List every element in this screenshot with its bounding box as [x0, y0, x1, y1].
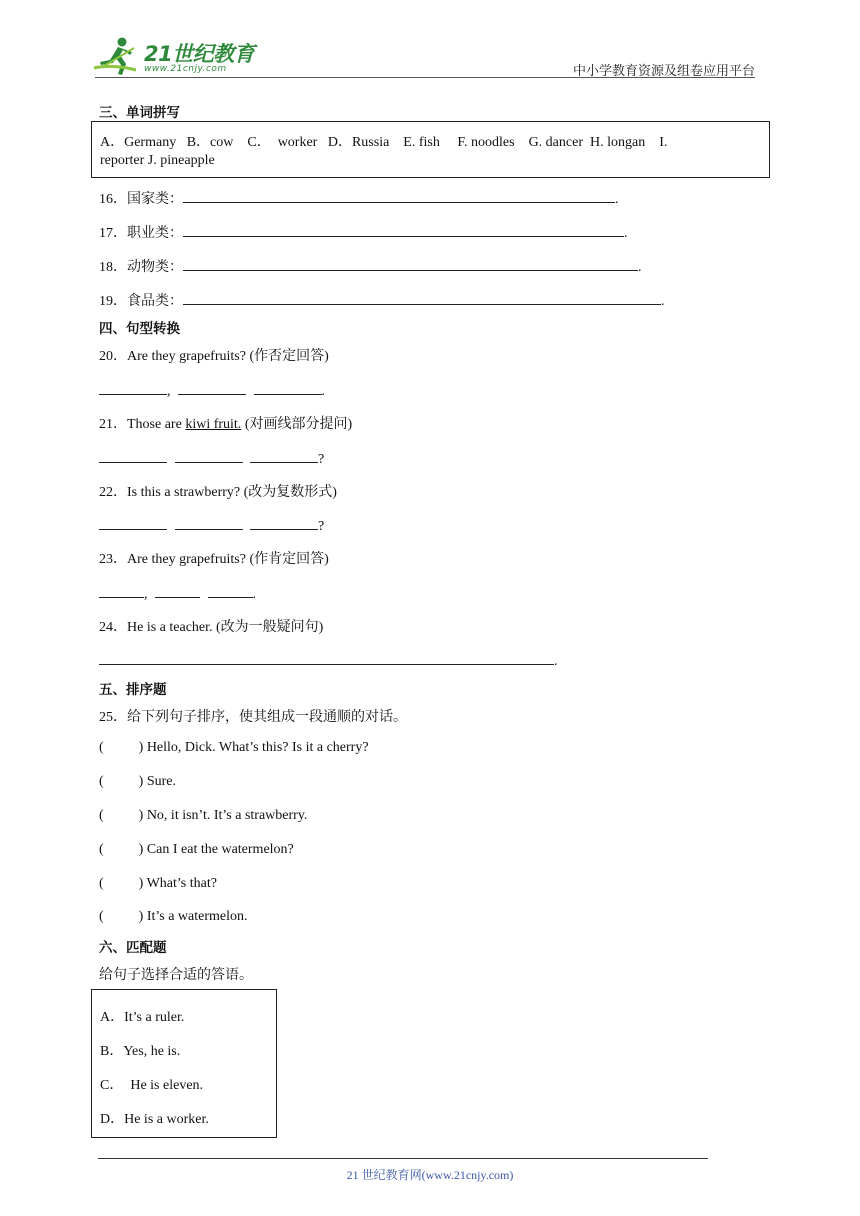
end-mark: .	[661, 294, 665, 309]
answer-blank[interactable]	[99, 650, 554, 665]
section-title-4: 四、句型转换	[99, 321, 180, 337]
question-19	[99, 290, 665, 310]
question-19-label: 19．食品类：	[99, 294, 183, 309]
answer-blank[interactable]	[99, 448, 167, 463]
answer-blank[interactable]	[208, 583, 253, 598]
question-16-label: 16．国家类：	[99, 192, 183, 207]
question-23: 23．Are they grapefruits? (作肯定回答)	[99, 552, 329, 567]
answer-blank[interactable]	[99, 515, 167, 530]
period: .	[321, 384, 325, 399]
header-divider	[95, 77, 755, 78]
comma: ,	[144, 587, 148, 602]
question-17	[99, 222, 628, 242]
question-16	[99, 188, 619, 208]
answer-line-24	[99, 650, 558, 670]
end-mark: .	[615, 192, 619, 207]
answer-blank[interactable]	[254, 380, 322, 395]
site-logo	[92, 36, 262, 78]
question-21-prefix: 21．Those are	[99, 417, 186, 432]
answer-line-21	[99, 448, 324, 468]
logo-title: 21世纪教育	[144, 42, 255, 66]
period: .	[252, 587, 256, 602]
footer-divider	[98, 1158, 708, 1159]
question-20: 20．Are they grapefruits? (作否定回答)	[99, 349, 329, 364]
section-title-3: 三、单词拼写	[99, 105, 180, 121]
comma: ,	[167, 384, 171, 399]
answer-line-23	[99, 583, 256, 603]
answer-blank-17[interactable]	[183, 222, 624, 237]
order-item: ( ) Sure.	[99, 774, 176, 789]
answer-blank[interactable]	[250, 515, 318, 530]
header-tagline: 中小学教育资源及组卷应用平台	[572, 64, 755, 79]
word-options-box	[91, 121, 770, 178]
answer-blank[interactable]	[178, 380, 246, 395]
question-18-label: 18．动物类：	[99, 260, 183, 275]
question-mark: ?	[318, 452, 325, 467]
logo-url: www.21cnjy.com	[144, 64, 227, 74]
question-24: 24．He is a teacher. (改为一般疑问句)	[99, 620, 324, 635]
matching-option: B．Yes, he is.	[100, 1044, 181, 1059]
word-options-line-1: A．Germany B．cow C． worker D．Russia E. fish F. noodles G. dancer H. longan I.	[100, 135, 668, 150]
answer-blank-19[interactable]	[183, 290, 661, 305]
answer-blank[interactable]	[250, 448, 318, 463]
question-21-underlined: kiwi fruit.	[185, 417, 242, 432]
order-item: ( ) Can I eat the watermelon?	[99, 842, 294, 857]
runner-logo-icon	[92, 36, 142, 78]
section-title-5: 五、排序题	[99, 682, 167, 698]
question-mark: ?	[318, 519, 325, 534]
footer-text[interactable]: 21 世纪教育网(www.21cnjy.com)	[346, 1168, 514, 1182]
question-25: 25．给下列句子排序，使其组成一段通顺的对话。	[99, 710, 407, 725]
question-21	[99, 413, 352, 433]
matching-instruction: 给句子选择合适的答语。	[99, 968, 253, 983]
answer-line-22	[99, 515, 324, 535]
question-22: 22．Is this a strawberry? (改为复数形式)	[99, 485, 337, 500]
answer-blank[interactable]	[155, 583, 200, 598]
question-21-suffix: (对画线部分提问)	[241, 417, 353, 432]
order-item: ( ) What’s that?	[99, 876, 217, 891]
answer-blank[interactable]	[99, 380, 167, 395]
question-18	[99, 256, 642, 276]
answer-blank[interactable]	[175, 448, 243, 463]
matching-options-box	[91, 989, 277, 1138]
period: .	[554, 654, 558, 669]
end-mark: .	[638, 260, 642, 275]
order-item: ( ) Hello, Dick. What’s this? Is it a cherry?	[99, 740, 369, 755]
answer-blank-18[interactable]	[183, 256, 638, 271]
answer-blank[interactable]	[175, 515, 243, 530]
answer-blank-16[interactable]	[183, 188, 615, 203]
matching-option: A．It’s a ruler.	[100, 1010, 185, 1025]
answer-blank[interactable]	[99, 583, 144, 598]
order-item: ( ) No, it isn’t. It’s a strawberry.	[99, 808, 308, 823]
matching-option: C． He is eleven.	[100, 1078, 204, 1093]
section-title-6: 六、匹配题	[99, 940, 167, 956]
question-17-label: 17．职业类：	[99, 226, 183, 241]
word-options-line-2: reporter J. pineapple	[100, 153, 215, 168]
answer-line-20	[99, 380, 325, 400]
end-mark: .	[624, 226, 628, 241]
matching-option: D．He is a worker.	[100, 1112, 209, 1127]
order-item: ( ) It’s a watermelon.	[99, 909, 248, 924]
